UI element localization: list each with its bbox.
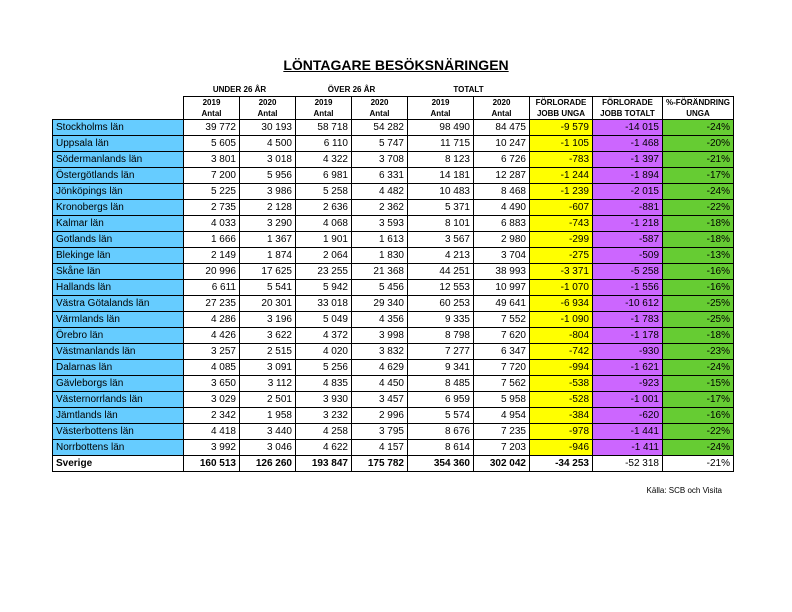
count-under26-2020: 1 874 [240, 248, 296, 264]
county-name: Blekinge län [53, 248, 184, 264]
count-under26-2019: 5 605 [184, 136, 240, 152]
count-total-2020: 7 235 [474, 424, 530, 440]
count-under26-2019: 4 085 [184, 360, 240, 376]
county-name: Örebro län [53, 328, 184, 344]
pct-change-young: -21% [663, 152, 734, 168]
lost-jobs-young: -743 [530, 216, 593, 232]
lost-jobs-total: -620 [593, 408, 663, 424]
unit-t19: Antal [408, 108, 474, 120]
unit-o20: Antal [352, 108, 408, 120]
lost-jobs-young: -994 [530, 360, 593, 376]
table-row [53, 392, 734, 408]
count-under26-2019: 39 772 [184, 120, 240, 136]
lost-jobs-young: -275 [530, 248, 593, 264]
count-under26-2019: 4 286 [184, 312, 240, 328]
table-row [53, 296, 734, 312]
count-total-2019: 98 490 [408, 120, 474, 136]
count-under26-2020: 2 501 [240, 392, 296, 408]
source-note: Källa: SCB och Visita [646, 486, 722, 495]
lost-jobs-total: -1 468 [593, 136, 663, 152]
count-under26-2019: 3 992 [184, 440, 240, 456]
lost-jobs-young: -978 [530, 424, 593, 440]
pct-change-young: -17% [663, 168, 734, 184]
lost-jobs-young: -3 371 [530, 264, 593, 280]
count-over26-2020: 3 457 [352, 392, 408, 408]
pct-change-young: -25% [663, 312, 734, 328]
lost-jobs-total: -1 411 [593, 440, 663, 456]
count-total-2019: 4 213 [408, 248, 474, 264]
count-under26-2020: 3 018 [240, 152, 296, 168]
count-total-2019: 8 798 [408, 328, 474, 344]
count-total-2020: 3 704 [474, 248, 530, 264]
count-total-2020: 5 958 [474, 392, 530, 408]
unit-u19: Antal [184, 108, 240, 120]
count-over26-2019: 4 020 [296, 344, 352, 360]
count-under26-2020: 3 112 [240, 376, 296, 392]
count-over26-2019: 1 901 [296, 232, 352, 248]
count-under26-2020: 3 986 [240, 184, 296, 200]
count-total-2020: 2 980 [474, 232, 530, 248]
table-row [53, 440, 734, 456]
table-row [53, 184, 734, 200]
total-row [53, 456, 734, 472]
lost-jobs-total: -1 441 [593, 424, 663, 440]
lost-jobs-total: -1 556 [593, 280, 663, 296]
count-under26-2019: 3 257 [184, 344, 240, 360]
count-total-2019: 5 371 [408, 200, 474, 216]
count-total-2020: 10 247 [474, 136, 530, 152]
total-lost-total: -52 318 [593, 456, 663, 472]
count-over26-2020: 3 998 [352, 328, 408, 344]
pct-change-young: -15% [663, 376, 734, 392]
group-header-row [53, 84, 734, 97]
lost-jobs-young: -538 [530, 376, 593, 392]
page-title [0, 57, 792, 73]
group-total: TOTALT [453, 85, 484, 94]
count-over26-2020: 3 593 [352, 216, 408, 232]
total-o20: 175 782 [352, 456, 408, 472]
county-name: Jönköpings län [53, 184, 184, 200]
year-header-row [53, 97, 734, 109]
count-over26-2019: 5 256 [296, 360, 352, 376]
year-o19: 2019 [296, 97, 352, 109]
lost-jobs-total: -1 178 [593, 328, 663, 344]
count-over26-2019: 3 232 [296, 408, 352, 424]
lost-jobs-total: -10 612 [593, 296, 663, 312]
lost-jobs-young: -1 105 [530, 136, 593, 152]
count-over26-2019: 6 110 [296, 136, 352, 152]
count-total-2019: 9 335 [408, 312, 474, 328]
header-lost-young-bottom: JOBB UNGA [530, 108, 593, 120]
total-lost-young: -34 253 [530, 456, 593, 472]
count-under26-2020: 20 301 [240, 296, 296, 312]
county-name: Värmlands län [53, 312, 184, 328]
lost-jobs-young: -607 [530, 200, 593, 216]
count-over26-2019: 4 835 [296, 376, 352, 392]
count-total-2019: 8 485 [408, 376, 474, 392]
county-name: Östergötlands län [53, 168, 184, 184]
count-under26-2019: 27 235 [184, 296, 240, 312]
table-row [53, 344, 734, 360]
count-over26-2019: 58 718 [296, 120, 352, 136]
count-over26-2020: 4 629 [352, 360, 408, 376]
count-total-2019: 8 123 [408, 152, 474, 168]
lost-jobs-young: -299 [530, 232, 593, 248]
count-under26-2019: 2 342 [184, 408, 240, 424]
count-total-2020: 4 490 [474, 200, 530, 216]
lost-jobs-total: -587 [593, 232, 663, 248]
count-under26-2019: 7 200 [184, 168, 240, 184]
count-total-2020: 6 347 [474, 344, 530, 360]
count-total-2020: 6 883 [474, 216, 530, 232]
lost-jobs-young: -742 [530, 344, 593, 360]
year-t20: 2020 [474, 97, 530, 109]
count-total-2020: 8 468 [474, 184, 530, 200]
total-pct-young: -21% [663, 456, 734, 472]
lost-jobs-young: -804 [530, 328, 593, 344]
count-total-2019: 6 959 [408, 392, 474, 408]
count-under26-2020: 4 500 [240, 136, 296, 152]
lost-jobs-young: -528 [530, 392, 593, 408]
county-name: Västerbottens län [53, 424, 184, 440]
header-lost-young-top: FÖRLORADE [530, 97, 593, 109]
count-over26-2020: 29 340 [352, 296, 408, 312]
lost-jobs-total: -881 [593, 200, 663, 216]
count-under26-2019: 2 149 [184, 248, 240, 264]
count-total-2019: 8 101 [408, 216, 474, 232]
count-over26-2020: 4 356 [352, 312, 408, 328]
count-under26-2020: 3 290 [240, 216, 296, 232]
count-total-2020: 38 993 [474, 264, 530, 280]
count-under26-2019: 4 418 [184, 424, 240, 440]
lost-jobs-total: -5 258 [593, 264, 663, 280]
count-over26-2019: 4 622 [296, 440, 352, 456]
count-over26-2019: 2 064 [296, 248, 352, 264]
header-lost-total-bottom: JOBB TOTALT [593, 108, 663, 120]
count-over26-2019: 2 636 [296, 200, 352, 216]
lost-jobs-young: -6 934 [530, 296, 593, 312]
count-over26-2019: 23 255 [296, 264, 352, 280]
pct-change-young: -25% [663, 296, 734, 312]
pct-change-young: -24% [663, 360, 734, 376]
county-name: Jämtlands län [53, 408, 184, 424]
count-over26-2019: 4 372 [296, 328, 352, 344]
employment-table [52, 84, 734, 472]
table-row [53, 376, 734, 392]
unit-t20: Antal [474, 108, 530, 120]
table-row [53, 136, 734, 152]
count-over26-2019: 4 068 [296, 216, 352, 232]
lost-jobs-young: -946 [530, 440, 593, 456]
count-under26-2020: 2 128 [240, 200, 296, 216]
count-total-2019: 44 251 [408, 264, 474, 280]
count-under26-2019: 1 666 [184, 232, 240, 248]
count-total-2020: 4 954 [474, 408, 530, 424]
count-over26-2020: 1 830 [352, 248, 408, 264]
count-total-2020: 7 203 [474, 440, 530, 456]
count-over26-2020: 6 331 [352, 168, 408, 184]
count-total-2019: 8 676 [408, 424, 474, 440]
county-name: Västmanlands län [53, 344, 184, 360]
count-over26-2020: 3 708 [352, 152, 408, 168]
table-row [53, 328, 734, 344]
pct-change-young: -16% [663, 408, 734, 424]
county-name: Södermanlands län [53, 152, 184, 168]
count-under26-2020: 3 046 [240, 440, 296, 456]
unit-u20: Antal [240, 108, 296, 120]
table-row [53, 280, 734, 296]
total-o19: 193 847 [296, 456, 352, 472]
pct-change-young: -18% [663, 328, 734, 344]
count-over26-2020: 2 362 [352, 200, 408, 216]
county-rows [53, 120, 734, 456]
total-t20: 302 042 [474, 456, 530, 472]
total-u20: 126 260 [240, 456, 296, 472]
count-under26-2019: 5 225 [184, 184, 240, 200]
total-t19: 354 360 [408, 456, 474, 472]
count-over26-2020: 5 747 [352, 136, 408, 152]
county-name: Gävleborgs län [53, 376, 184, 392]
count-over26-2020: 4 482 [352, 184, 408, 200]
lost-jobs-total: -1 218 [593, 216, 663, 232]
count-under26-2020: 5 956 [240, 168, 296, 184]
unit-header-row [53, 108, 734, 120]
table-row [53, 360, 734, 376]
county-name: Skåne län [53, 264, 184, 280]
count-total-2020: 7 620 [474, 328, 530, 344]
count-total-2019: 12 553 [408, 280, 474, 296]
year-u19: 2019 [184, 97, 240, 109]
pct-change-young: -16% [663, 280, 734, 296]
count-under26-2020: 3 091 [240, 360, 296, 376]
table-row [53, 312, 734, 328]
header-pct-bottom: UNGA [663, 108, 734, 120]
count-over26-2019: 4 258 [296, 424, 352, 440]
count-total-2020: 7 552 [474, 312, 530, 328]
count-under26-2019: 4 426 [184, 328, 240, 344]
county-name: Dalarnas län [53, 360, 184, 376]
table-row [53, 216, 734, 232]
total-u19: 160 513 [184, 456, 240, 472]
count-over26-2019: 5 942 [296, 280, 352, 296]
count-under26-2019: 3 650 [184, 376, 240, 392]
table-row [53, 232, 734, 248]
pct-change-young: -18% [663, 216, 734, 232]
count-under26-2019: 20 996 [184, 264, 240, 280]
pct-change-young: -17% [663, 392, 734, 408]
count-under26-2019: 3 029 [184, 392, 240, 408]
lost-jobs-total: -509 [593, 248, 663, 264]
county-name: Hallands län [53, 280, 184, 296]
table-row [53, 408, 734, 424]
pct-change-young: -18% [663, 232, 734, 248]
county-name: Kalmar län [53, 216, 184, 232]
count-under26-2020: 5 541 [240, 280, 296, 296]
year-o20: 2020 [352, 97, 408, 109]
lost-jobs-young: -1 070 [530, 280, 593, 296]
county-name: Stockholms län [53, 120, 184, 136]
lost-jobs-young: -384 [530, 408, 593, 424]
count-total-2019: 10 483 [408, 184, 474, 200]
lost-jobs-total: -14 015 [593, 120, 663, 136]
count-total-2020: 84 475 [474, 120, 530, 136]
count-under26-2020: 3 196 [240, 312, 296, 328]
lost-jobs-young: -1 239 [530, 184, 593, 200]
county-name: Uppsala län [53, 136, 184, 152]
pct-change-young: -23% [663, 344, 734, 360]
count-over26-2019: 6 981 [296, 168, 352, 184]
count-under26-2020: 3 622 [240, 328, 296, 344]
lost-jobs-young: -1 090 [530, 312, 593, 328]
count-under26-2019: 3 801 [184, 152, 240, 168]
count-over26-2019: 33 018 [296, 296, 352, 312]
lost-jobs-total: -1 001 [593, 392, 663, 408]
lost-jobs-total: -923 [593, 376, 663, 392]
year-u20: 2020 [240, 97, 296, 109]
lost-jobs-total: -2 015 [593, 184, 663, 200]
count-over26-2020: 3 832 [352, 344, 408, 360]
lost-jobs-total: -1 397 [593, 152, 663, 168]
count-under26-2020: 30 193 [240, 120, 296, 136]
pct-change-young: -24% [663, 440, 734, 456]
count-over26-2019: 5 258 [296, 184, 352, 200]
table-row [53, 168, 734, 184]
pct-change-young: -16% [663, 264, 734, 280]
count-over26-2020: 5 456 [352, 280, 408, 296]
count-total-2019: 8 614 [408, 440, 474, 456]
table-row [53, 424, 734, 440]
count-total-2019: 7 277 [408, 344, 474, 360]
pct-change-young: -24% [663, 184, 734, 200]
header-lost-total-top: FÖRLORADE [593, 97, 663, 109]
pct-change-young: -20% [663, 136, 734, 152]
total-name: Sverige [53, 456, 184, 472]
count-over26-2020: 2 996 [352, 408, 408, 424]
count-total-2020: 7 720 [474, 360, 530, 376]
lost-jobs-young: -783 [530, 152, 593, 168]
count-over26-2019: 3 930 [296, 392, 352, 408]
county-name: Västernorrlands län [53, 392, 184, 408]
group-over26: ÖVER 26 ÅR [327, 85, 376, 94]
count-over26-2019: 4 322 [296, 152, 352, 168]
year-t19: 2019 [408, 97, 474, 109]
table-row [53, 200, 734, 216]
county-name: Kronobergs län [53, 200, 184, 216]
page-title-text: LÖNTAGARE BESÖKSNÄRINGEN [283, 57, 509, 73]
table-row [53, 152, 734, 168]
count-under26-2020: 1 367 [240, 232, 296, 248]
pct-change-young: -22% [663, 200, 734, 216]
count-under26-2020: 3 440 [240, 424, 296, 440]
count-over26-2019: 5 049 [296, 312, 352, 328]
lost-jobs-young: -1 244 [530, 168, 593, 184]
table-row [53, 248, 734, 264]
lost-jobs-total: -1 621 [593, 360, 663, 376]
unit-o19: Antal [296, 108, 352, 120]
count-total-2019: 11 715 [408, 136, 474, 152]
header-pct-top: %-FÖRÄNDRING [663, 97, 734, 109]
county-name: Norrbottens län [53, 440, 184, 456]
table-row [53, 120, 734, 136]
count-under26-2019: 4 033 [184, 216, 240, 232]
count-total-2019: 14 181 [408, 168, 474, 184]
count-under26-2020: 17 625 [240, 264, 296, 280]
group-under26: UNDER 26 ÅR [212, 85, 267, 94]
count-total-2020: 10 997 [474, 280, 530, 296]
count-over26-2020: 3 795 [352, 424, 408, 440]
count-total-2020: 12 287 [474, 168, 530, 184]
pct-change-young: -22% [663, 424, 734, 440]
count-under26-2020: 1 958 [240, 408, 296, 424]
count-total-2020: 49 641 [474, 296, 530, 312]
count-under26-2019: 6 611 [184, 280, 240, 296]
count-under26-2019: 2 735 [184, 200, 240, 216]
count-under26-2020: 2 515 [240, 344, 296, 360]
lost-jobs-total: -930 [593, 344, 663, 360]
count-over26-2020: 4 157 [352, 440, 408, 456]
county-name: Gotlands län [53, 232, 184, 248]
lost-jobs-total: -1 894 [593, 168, 663, 184]
count-total-2020: 6 726 [474, 152, 530, 168]
lost-jobs-total: -1 783 [593, 312, 663, 328]
count-over26-2020: 21 368 [352, 264, 408, 280]
count-total-2020: 7 562 [474, 376, 530, 392]
table-row [53, 264, 734, 280]
pct-change-young: -24% [663, 120, 734, 136]
lost-jobs-young: -9 579 [530, 120, 593, 136]
count-over26-2020: 1 613 [352, 232, 408, 248]
count-over26-2020: 54 282 [352, 120, 408, 136]
count-total-2019: 3 567 [408, 232, 474, 248]
pct-change-young: -13% [663, 248, 734, 264]
count-total-2019: 5 574 [408, 408, 474, 424]
count-over26-2020: 4 450 [352, 376, 408, 392]
count-total-2019: 60 253 [408, 296, 474, 312]
count-total-2019: 9 341 [408, 360, 474, 376]
county-name: Västra Götalands län [53, 296, 184, 312]
